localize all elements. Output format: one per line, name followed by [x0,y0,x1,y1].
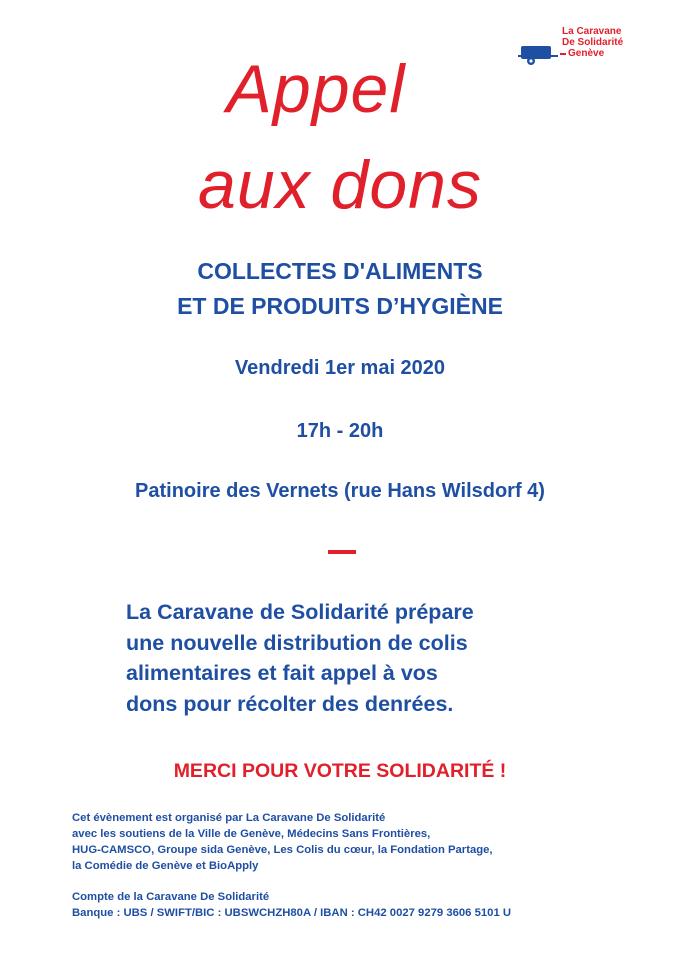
organizers-line: Cet évènement est organisé par La Caravane De Solidarité [72,812,386,824]
description-paragraph [126,597,626,719]
title-line2: aux dons [198,147,482,223]
separator-dash [328,550,356,554]
logo-line1: La Caravane [562,26,622,37]
organizers-line: avec les soutiens de la Ville de Genève, Médecins Sans Frontières, [72,828,431,840]
organizers-block [72,810,652,874]
description-line: alimentaires et fait appel à vos [126,661,438,685]
event-date: Vendredi 1er mai 2020 [234,357,446,379]
heading-line1: COLLECTES D'ALIMENTS [197,258,483,284]
organizers-line: la Comédie de Genève et BioApply [72,860,259,872]
title-line1: Appel [226,51,406,127]
description-line: dons pour récolter des denrées. [126,691,454,716]
bank-details: Banque : UBS / SWIFT/BIC : UBSWCHZH80A / IBAN : CH42 0027 9279 3606 5101 U [72,907,512,919]
description-line: une nouvelle distribution de colis [126,630,468,655]
heading-line2: ET DE PRODUITS D’HYGIÈNE [177,293,503,319]
organizers-line: HUG-CAMSCO, Groupe sida Genève, Les Colis du cœur, la Fondation Partage, [72,844,493,856]
thanks-text: MERCI POUR VOTRE SOLIDARITÉ ! [173,760,507,782]
event-time: 17h - 20h [296,420,384,442]
event-place: Patinoire des Vernets (rue Hans Wilsdorf 4) [135,480,545,502]
logo-line2: De Solidarité [562,37,624,48]
description-line: La Caravane de Solidarité prépare [126,600,474,624]
logo-dash [560,53,566,55]
bank-account-title: Compte de la Caravane De Solidarité [72,891,270,903]
bank-block [72,889,652,921]
logo-line3: Genève [568,48,605,59]
